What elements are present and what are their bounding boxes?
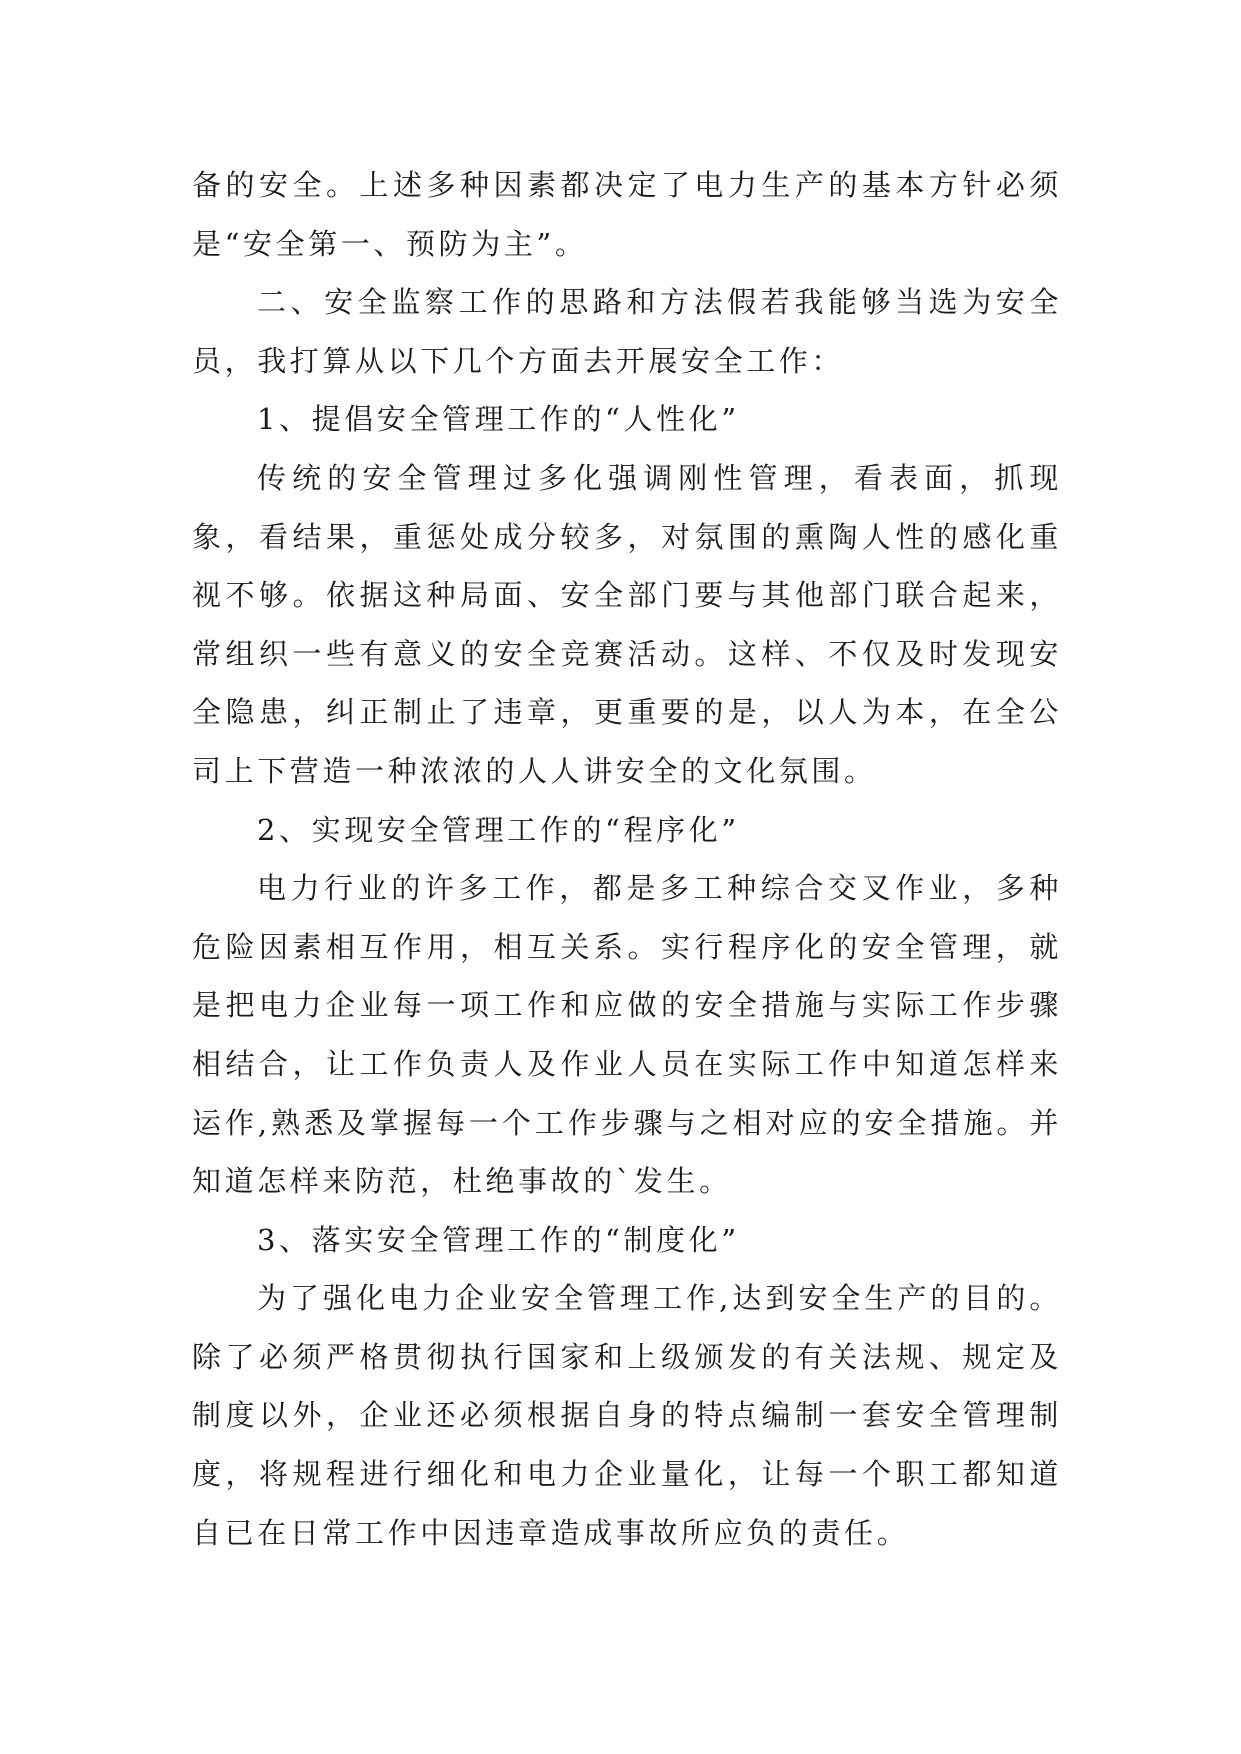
paragraph-proceduralization: 电力行业的许多工作，都是多工种综合交叉作业，多种危险因素相互作用，相互关系。实行程序化的安全管理，就是把电力企业每一项工作和应做的安全措施与实际工作步骤相结合，让工作负责人及作业人员在实际工作中知道怎样来运作,熟悉及掌握每一个工作步骤与之相对应的安全措施。并知道怎样来防范，杜绝事故的`发生。 <box>192 871 1062 1199</box>
document-body <box>192 156 1062 1562</box>
subheading-humanization: 1、提倡安全管理工作的“人性化” <box>257 402 740 437</box>
paragraph-continuation: 备的安全。上述多种因素都决定了电力生产的基本方针必须是“安全第一、预防为主”。 <box>192 168 1062 261</box>
paragraph-humanization: 传统的安全管理过多化强调刚性管理，看表面，抓现象，看结果，重惩处成分较多，对氛围的熏陶人性的感化重视不够。依据这种局面、安全部门要与其他部门联合起来，常组织一些有意义的安全竞赛活动。这样、不仅及时发现安全隐患，纠正制止了违章，更重要的是，以人为本，在全公司上下营造一种浓浓的人人讲安全的文化氛围。 <box>192 460 1062 788</box>
subheading-proceduralization: 2、实现安全管理工作的“程序化” <box>257 812 740 847</box>
paragraph-section-two: 二、安全监察工作的思路和方法假若我能够当选为安全员，我打算从以下几个方面去开展安全工作： <box>192 285 1062 378</box>
subheading-institutionalization: 3、落实安全管理工作的“制度化” <box>257 1222 740 1257</box>
paragraph-institutionalization: 为了强化电力企业安全管理工作,达到安全生产的目的。除了必须严格贯彻执行国家和上级颁发的有关法规、规定及制度以外，企业还必须根据自身的特点编制一套安全管理制度，将规程进行细化和电力企业量化，让每一个职工都知道自已在日常工作中因违章造成事故所应负的责任。 <box>192 1281 1062 1550</box>
